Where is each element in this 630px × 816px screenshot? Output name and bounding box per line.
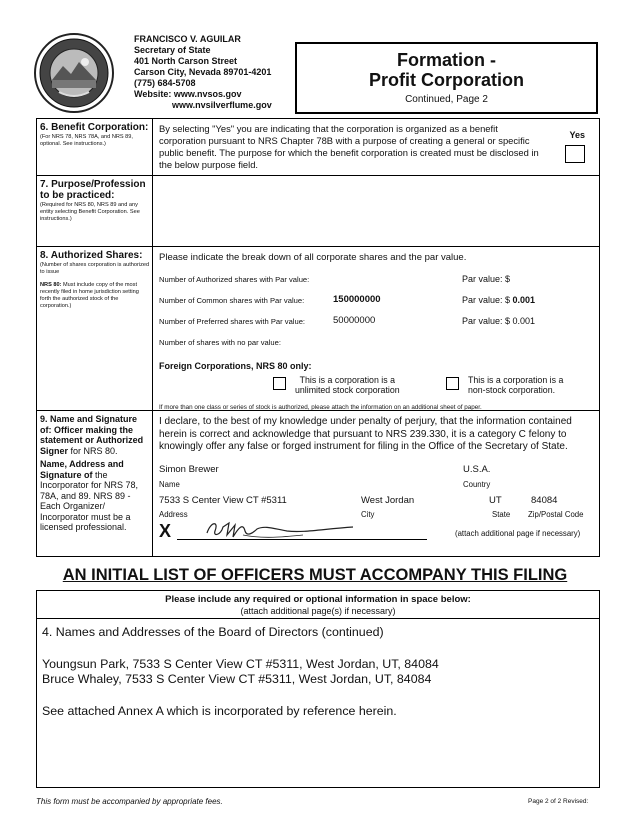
preferred-par-input[interactable]: 0.001 xyxy=(512,316,536,326)
section8-note1: (Number of shares corporation is authorized to issue xyxy=(40,262,150,275)
name-label: Name xyxy=(159,480,180,489)
form-table xyxy=(36,118,600,557)
signer-zip-field[interactable]: 84084 xyxy=(531,495,558,506)
section-purpose xyxy=(37,175,599,246)
footer-fees-note: This form must be accompanied by appropriate fees. xyxy=(36,797,223,806)
signer-state-field[interactable]: UT xyxy=(489,495,502,506)
secretary-of-state-header xyxy=(134,34,272,111)
address-label: Address xyxy=(159,510,188,519)
signature-x-mark: X xyxy=(159,521,172,541)
section9-title: 9. Name and Signature of: Officer making the statement or Authorized Signer for NRS 80. xyxy=(40,414,144,456)
director-entry: Bruce Whaley, 7533 S Center View CT #5311, West Jordan, UT, 84084 xyxy=(42,672,432,686)
signer-name-field[interactable]: Simon Brewer xyxy=(159,464,219,475)
divider xyxy=(37,618,599,619)
section6-text: By selecting "Yes" you are indicating that the corporation is organized as a benefit corporation pursuant to NRS Chapter 78B with a purpose of creating a general or specific public benefit. The purpose for which the benefit corporation is created must be disclosed in the below purpose field. xyxy=(159,123,539,170)
signer-country-field[interactable]: U.S.A. xyxy=(463,464,491,475)
non-stock-checkbox[interactable] xyxy=(446,377,459,390)
perjury-declaration: I declare, to the best of my knowledge under penalty of perjury, that the information contained herein is correct and acknowledge that pursuant to NRS 239.330, it is a category C felony to knowingly offer any false or forged instrument for filing in the Office of the Secretary of State. xyxy=(159,416,572,453)
form-title-box xyxy=(295,42,598,114)
website-line2: www.nvsilverflume.gov xyxy=(172,100,272,110)
official-title: Secretary of State xyxy=(134,45,211,55)
state-label: State xyxy=(492,510,511,519)
form-title-line1: Formation - xyxy=(397,50,496,70)
board-directors-heading: 4. Names and Addresses of the Board of Directors (continued) xyxy=(42,625,384,639)
section8-title: 8. Authorized Shares: xyxy=(40,250,143,261)
signer-address-field[interactable]: 7533 S Center View CT #5311 xyxy=(159,495,287,506)
form-title-line2: Profit Corporation xyxy=(369,70,524,90)
common-par-label: Par value: $ 0.001 xyxy=(462,295,536,305)
signature-line xyxy=(177,539,427,540)
foreign-corporation-options xyxy=(159,375,593,401)
official-name: FRANCISCO V. AGUILAR xyxy=(134,34,241,44)
shares-intro: Please indicate the break down of all corporate shares and the par value. xyxy=(159,252,467,263)
additional-info-body[interactable] xyxy=(37,625,599,719)
common-shares-line xyxy=(159,294,593,315)
signer-city-field[interactable]: West Jordan xyxy=(361,495,415,506)
authorized-shares-label: Number of Authorized shares with Par value: xyxy=(159,275,310,284)
section6-note: (For NRS 78, NRS 78A, and NRS 89, optional. See instructions.) xyxy=(40,134,133,147)
common-par-input[interactable]: 0.001 xyxy=(512,295,536,305)
non-stock-option[interactable]: This is a corporation is a non-stock corporation. xyxy=(468,375,563,395)
footer-page-number: Page 2 of 2 Revised: xyxy=(528,798,589,805)
unlimited-stock-option[interactable]: This is a corporation is a unlimited stock corporation xyxy=(295,375,400,395)
section7-note: (Required for NRS 80, NRS 89 and any entity selecting Benefit Corporation. See instructions.) xyxy=(40,202,140,222)
country-label: Country xyxy=(463,480,491,489)
yes-label: Yes xyxy=(569,130,585,140)
section9-subtitle: Name, Address and Signature of the Incorporator for NRS 78, 78A, and 89. NRS 89 - Each Organizer/ Incorporator must be a licensed professional. xyxy=(40,459,139,532)
authorized-par-label: Par value: $ xyxy=(462,274,511,284)
additional-info-heading: Please include any required or optional information in space below: xyxy=(165,594,471,605)
no-par-shares-label: Number of shares with no par value: xyxy=(159,338,281,347)
nevada-state-seal-icon xyxy=(33,32,115,114)
no-par-shares-line xyxy=(159,336,593,357)
additional-info-subheading: (attach additional page(s) if necessary) xyxy=(240,606,396,616)
phone: (775) 684-5708 xyxy=(134,78,196,88)
preferred-shares-line xyxy=(159,315,593,336)
benefit-yes-checkbox[interactable] xyxy=(565,145,585,163)
form-title-continued: Continued, Page 2 xyxy=(405,94,488,105)
address-line2: Carson City, Nevada 89701-4201 xyxy=(134,67,272,77)
purpose-field[interactable] xyxy=(153,176,599,246)
annex-reference: See attached Annex A which is incorporated by reference herein. xyxy=(42,704,397,718)
section8-note2: NRS 80: Must include copy of the most recently filed in home jurisdiction setting forth the authorized stock of the corporation.) xyxy=(40,282,139,309)
director-entry: Youngsun Park, 7533 S Center View CT #5311, West Jordan, UT, 84084 xyxy=(42,657,439,671)
section-benefit-corporation xyxy=(37,119,599,175)
website-line1: Website: www.nvsos.gov xyxy=(134,89,242,99)
shares-additional-note: If more than one class or series of stock is authorized, please attach the information on an additional sheet of paper. xyxy=(159,404,482,411)
city-label: City xyxy=(361,510,375,519)
zip-label: Zip/Postal Code xyxy=(528,510,584,519)
attach-page-note: (attach additional page if necessary) xyxy=(455,529,581,538)
authorized-shares-line xyxy=(159,273,593,294)
additional-information-box xyxy=(36,590,600,788)
address-line1: 401 North Carson Street xyxy=(134,56,238,66)
section7-title: 7. Purpose/Profession to be practiced: xyxy=(40,179,146,201)
foreign-corporations-title: Foreign Corporations, NRS 80 only: xyxy=(159,361,312,371)
initial-list-banner: AN INITIAL LIST OF OFFICERS MUST ACCOMPANY THIS FILING xyxy=(62,566,568,584)
preferred-par-label: Par value: $ 0.001 xyxy=(462,316,536,326)
section-signature xyxy=(37,410,599,556)
common-shares-input[interactable]: 150000000 xyxy=(333,294,381,305)
section-authorized-shares xyxy=(37,246,599,410)
common-shares-label: Number of Common shares with Par value: xyxy=(159,296,305,305)
preferred-shares-label: Number of Preferred shares with Par value: xyxy=(159,317,306,326)
preferred-shares-input[interactable]: 50000000 xyxy=(333,315,376,326)
section6-title: 6. Benefit Corporation: xyxy=(40,122,149,133)
unlimited-stock-checkbox[interactable] xyxy=(273,377,286,390)
